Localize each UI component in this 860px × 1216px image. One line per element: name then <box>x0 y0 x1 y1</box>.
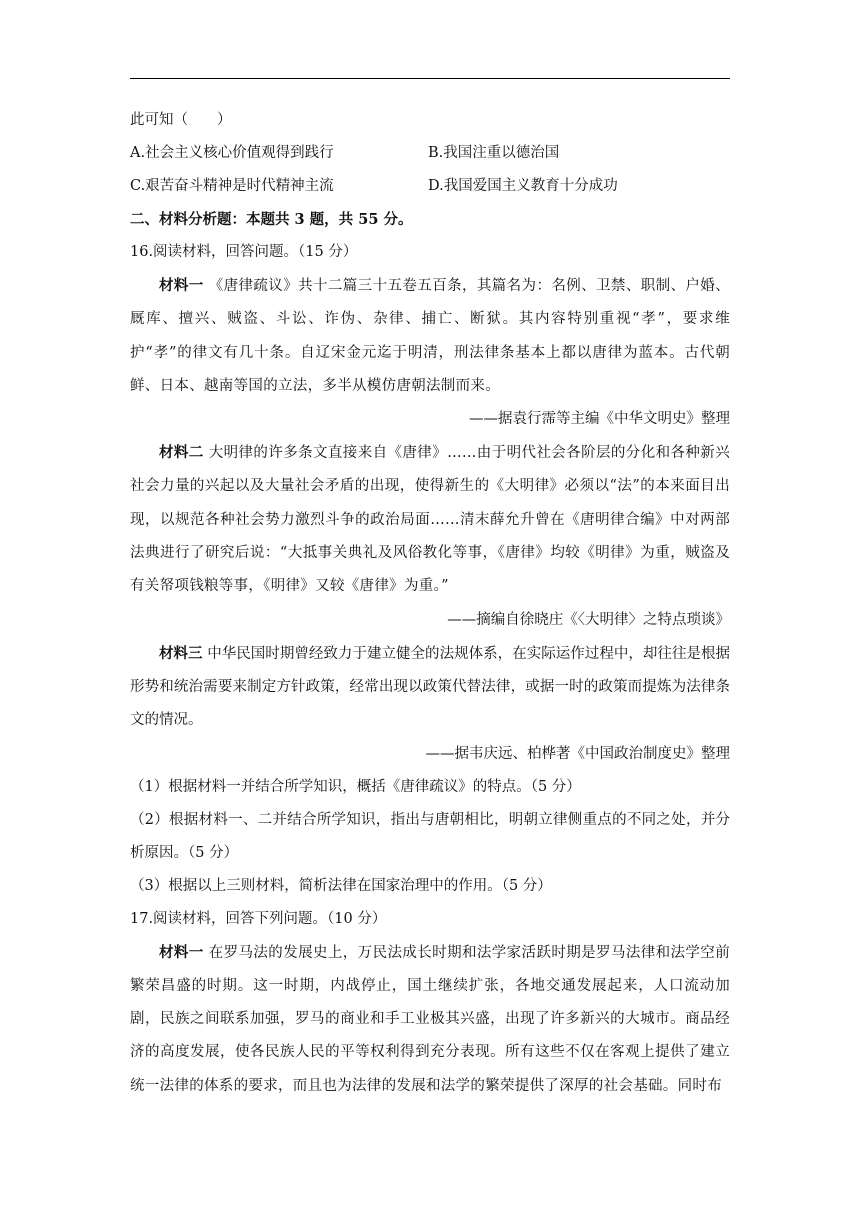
header-rule <box>130 78 730 79</box>
material-label: 材料一 <box>159 277 204 294</box>
option-a: A.社会主义核心价值观得到践行 <box>130 145 334 161</box>
material-label: 材料二 <box>159 444 204 462</box>
q16-subquestion-1: （1）根据材料一并结合所学知识，概括《唐律疏议》的特点。（5 分） <box>130 778 581 795</box>
q16-material-2 <box>130 436 730 603</box>
prev-question-tail: 此可知（ ） <box>130 112 232 128</box>
options-row-1 <box>130 137 730 170</box>
q16-material-1 <box>130 269 730 403</box>
section-heading: 二、材料分析题：本题共 3 题，共 55 分。 <box>130 211 413 228</box>
options-row-2 <box>130 170 730 203</box>
q17-material-1 <box>130 936 730 1103</box>
page-content <box>130 104 730 1103</box>
material-text: 《唐律疏议》共十二篇三十五卷五百条，其篇名为：名例、卫禁、职制、户婚、厩库、擅兴、贼盗、斗讼、诈伪、杂律、捕亡、断狱。其内容特别重视“孝”，要求维护“孝”的律文有几十条。自辽宋金元迄于明清，刑法律条基本上都以唐律为蓝本。古代朝鲜、日本、越南等国的立法，多半从模仿唐朝法制而来。 <box>130 278 731 394</box>
q16-material-3 <box>130 637 730 738</box>
q17-title: 17.阅读材料，回答下列问题。（10 分） <box>130 910 387 927</box>
option-b: B.我国注重以德治国 <box>428 145 560 161</box>
q16-material-3-source: ——据韦庆远、柏桦著《中国政治制度史》整理 <box>425 745 730 762</box>
option-c: C.艰苦奋斗精神是时代精神主流 <box>130 178 334 194</box>
material-label: 材料一 <box>159 943 204 961</box>
q16-material-2-source: ——摘编自徐晓庄《〈大明律〉之特点琐谈》 <box>447 611 730 628</box>
option-d: D.我国爱国主义教育十分成功 <box>428 178 618 194</box>
material-text: 中华民国时期曾经致力于建立健全的法规体系，在实际运作过程中，却往往是根据形势和统治需要来制定方针政策，经常出现以政策代替法律，或据一时的政策而提炼为法律条文的情况。 <box>130 645 731 729</box>
q16-subquestion-2: （2）根据材料一、二并结合所学知识，指出与唐朝相比，明朝立律侧重点的不同之处，并分析原因。（5 分） <box>130 811 730 861</box>
material-label: 材料三 <box>159 644 203 662</box>
q16-material-1-source: ——据袁行霈等主编《中华文明史》整理 <box>469 411 730 428</box>
q16-title: 16.阅读材料，回答问题。（15 分） <box>130 244 358 260</box>
material-text: 大明律的许多条文直接来自《唐律》……由于明代社会各阶层的分化和各种新兴社会力量的兴起以及大量社会矛盾的出现，使得新生的《大明律》必须以“法”的本来面目出现，以规范各种社会势力激烈斗争的政治局面……清末薛允升曾在《唐明律合编》中对两部法典进行了研究后说：“大抵事关典礼及风俗教化等事，《唐律》均较《明律》为重，贼盗及有关帑项钱粮等事，《明律》又较《唐律》为重。” <box>130 445 730 595</box>
q16-subquestion-3: （3）根据以上三则材料，简析法律在国家治理中的作用。（5 分） <box>130 877 552 894</box>
material-text: 在罗马法的发展史上，万民法成长时期和法学家活跃时期是罗马法律和法学空前繁荣昌盛的时期。这一时期，内战停止，国土继续扩张，各地交通发展起来，人口流动加剧，民族之间联系加强，罗马的商业和手工业极其兴盛，出现了许多新兴的大城市。商品经济的高度发展，使各民族人民的平等权利得到充分表现。所有这些不仅在客观上提供了建立统一法律的体系的要求，而且也为法律的发展和法学的繁荣提供了深厚的社会基础。同时布 <box>130 944 731 1094</box>
